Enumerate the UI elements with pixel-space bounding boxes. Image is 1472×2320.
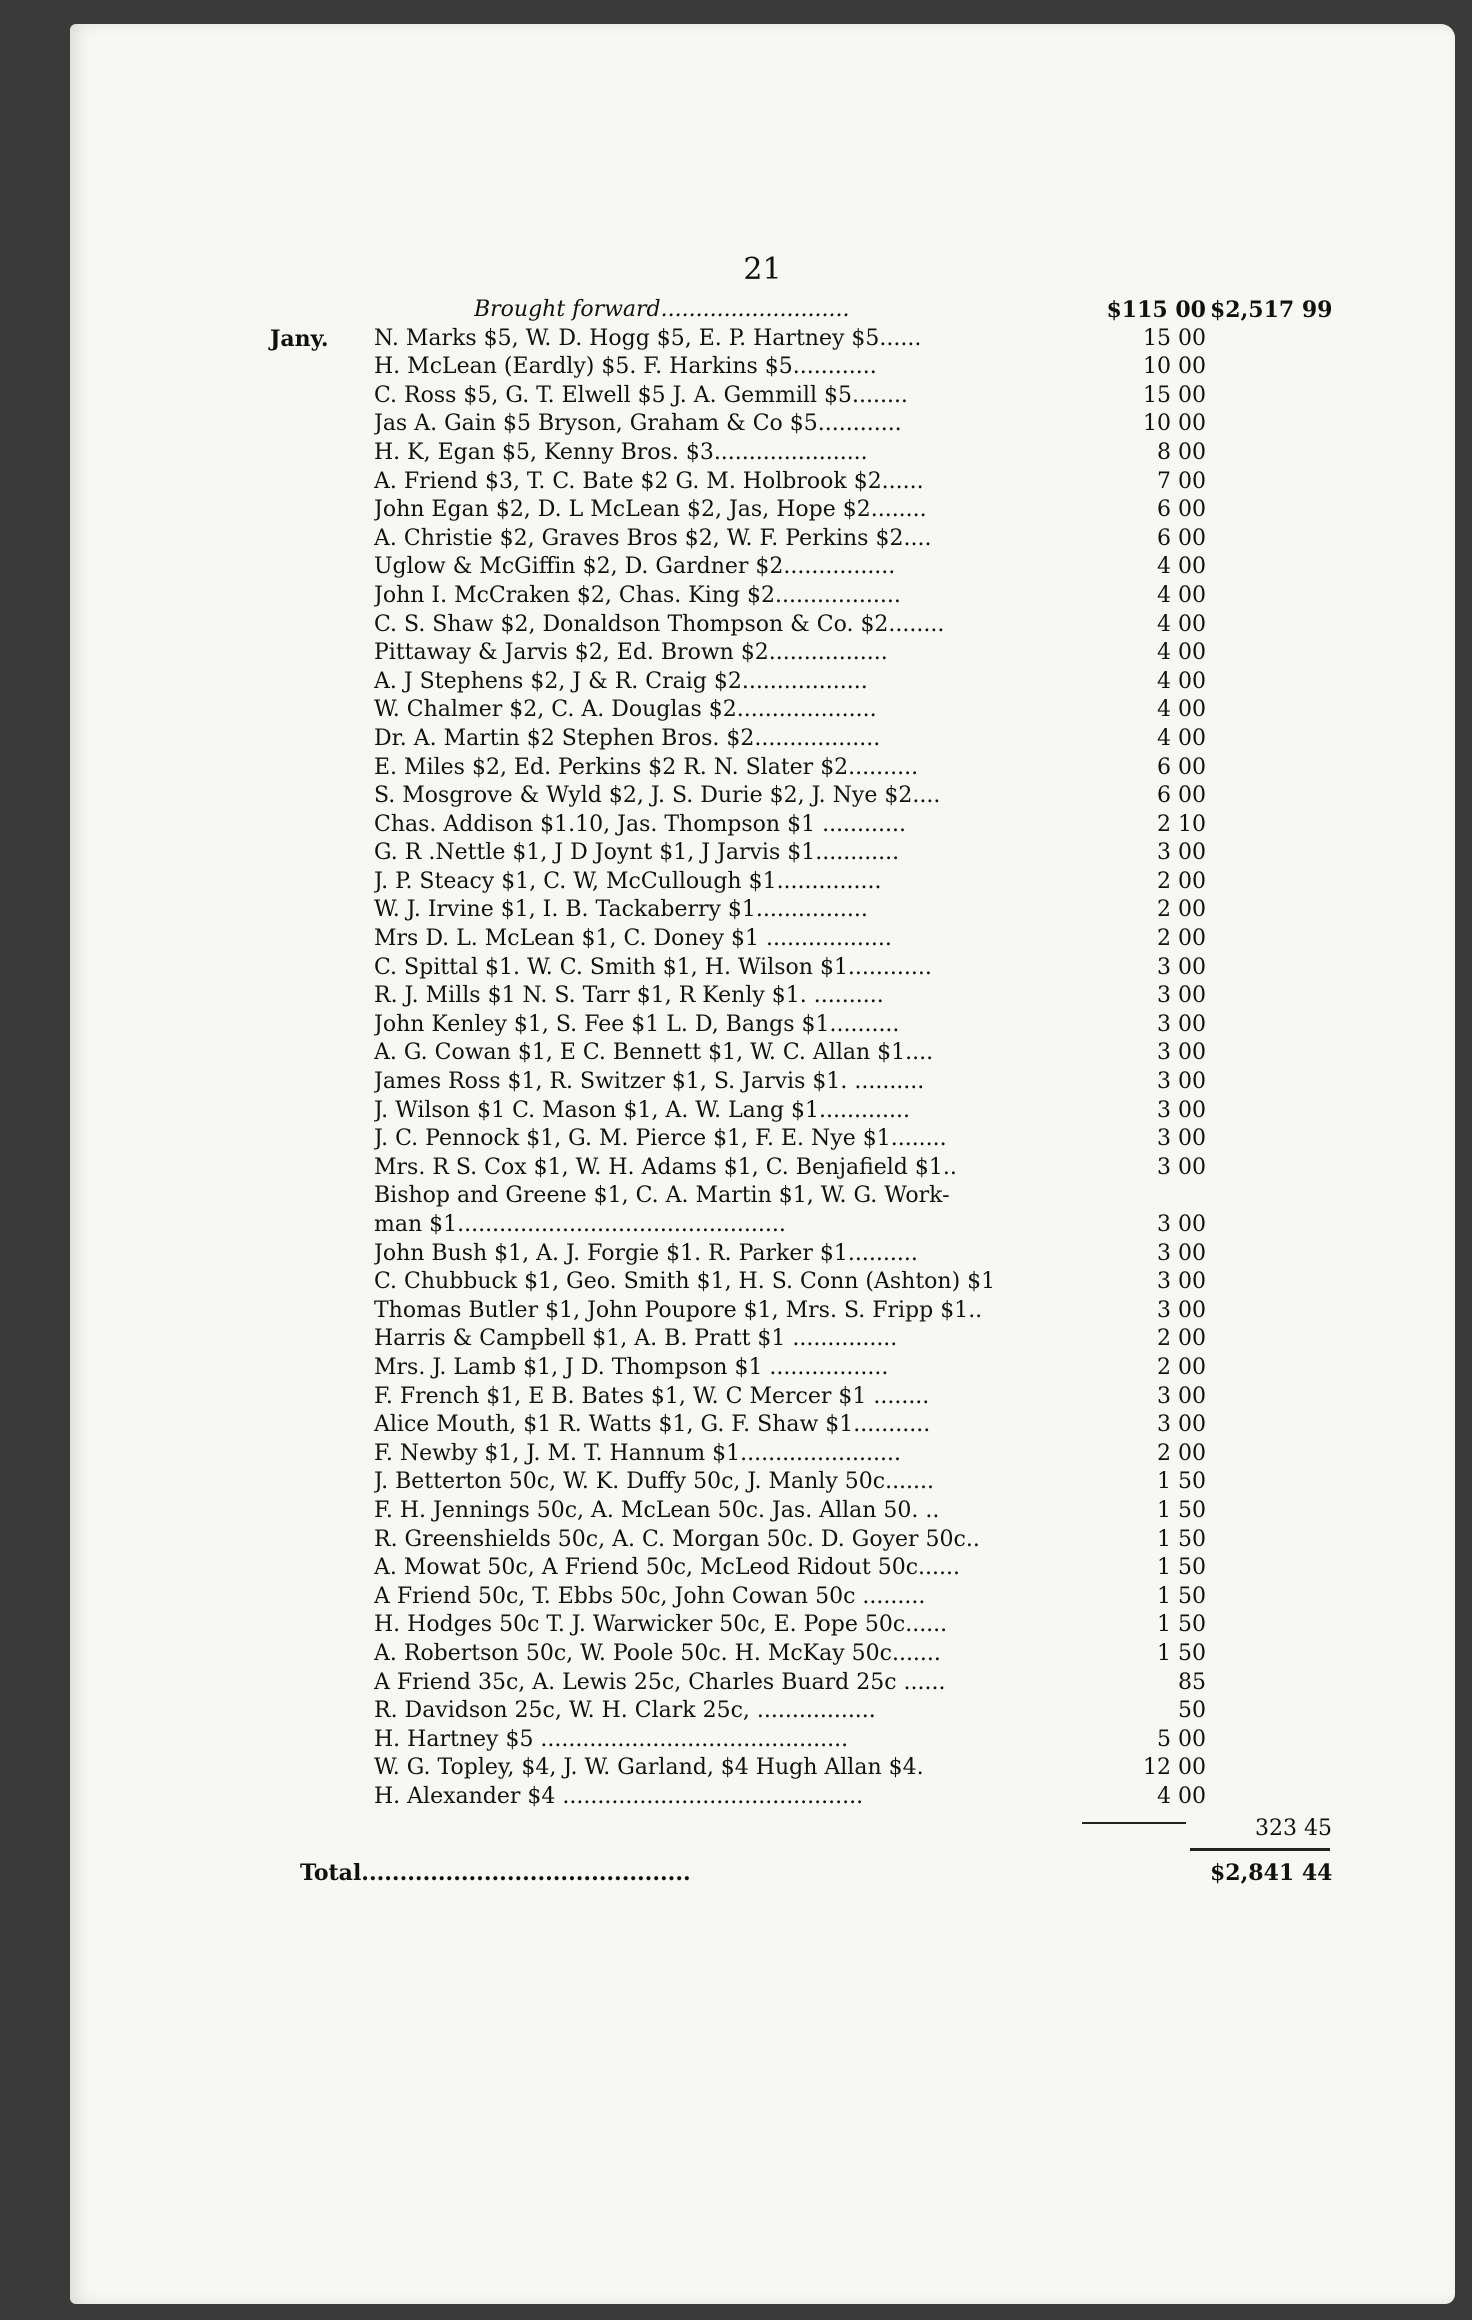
entry-description: F. H. Jennings 50c, A. McLean 50c. Jas. Allan 50. .. bbox=[374, 1497, 940, 1523]
entry-description: N. Marks $5, W. D. Hogg $5, E. P. Hartney $5...... bbox=[374, 325, 922, 351]
entry-description: John Egan $2, D. L McLean $2, Jas, Hope $2........ bbox=[374, 497, 927, 523]
total-label: Total........................................... bbox=[300, 1860, 691, 1887]
ledger-entry-row bbox=[270, 1298, 1330, 1327]
entry-description: Alice Mouth, $1 R. Watts $1, G. F. Shaw $1........... bbox=[374, 1412, 931, 1438]
entry-amount: 8 00 bbox=[1157, 439, 1206, 465]
ledger-entry-row bbox=[270, 583, 1330, 612]
entry-description: E. Miles $2, Ed. Perkins $2 R. N. Slater $2.......... bbox=[374, 754, 919, 780]
entry-amount: 4 00 bbox=[1157, 611, 1206, 637]
brought-forward-amount: $115 00 bbox=[1106, 297, 1206, 323]
ledger-entry-row bbox=[270, 554, 1330, 583]
entry-description: J. Betterton 50c, W. K. Duffy 50c, J. Manly 50c....... bbox=[374, 1469, 935, 1495]
entry-description: A Friend 50c, T. Ebbs 50c, John Cowan 50c ......... bbox=[374, 1583, 926, 1609]
ledger-entry-row bbox=[270, 1612, 1330, 1641]
ledger-entry-row bbox=[270, 955, 1330, 984]
entry-description: H. K, Egan $5, Kenny Bros. $3...................... bbox=[374, 439, 868, 465]
subtotal-amount: 323 45 bbox=[1255, 1816, 1332, 1842]
ledger-entry-row bbox=[270, 1155, 1330, 1184]
ledger-entry-row bbox=[270, 526, 1330, 555]
entry-description: H. Alexander $4 ........................................... bbox=[374, 1783, 864, 1809]
ledger-entry-row bbox=[270, 1498, 1330, 1527]
entry-description: James Ross $1, R. Switzer $1, S. Jarvis $1. .......... bbox=[374, 1069, 925, 1095]
ledger-entry-row bbox=[270, 1698, 1330, 1727]
entry-amount: 3 00 bbox=[1157, 1212, 1206, 1237]
ledger-entry-row bbox=[270, 1584, 1330, 1613]
ledger-entry-row bbox=[270, 840, 1330, 869]
ledger bbox=[270, 297, 1333, 1887]
ledger-entry-row bbox=[270, 1384, 1330, 1413]
entry-amount: 2 10 bbox=[1157, 811, 1206, 837]
ledger-entry-row bbox=[270, 726, 1330, 755]
entry-amount: 3 00 bbox=[1157, 1126, 1206, 1152]
ledger-entry-row bbox=[270, 497, 1330, 526]
entry-amount: 10 00 bbox=[1143, 411, 1206, 437]
entry-description: Bishop and Greene $1, C. A. Martin $1, W. G. Work- bbox=[374, 1183, 950, 1209]
entry-description: Harris & Campbell $1, A. B. Pratt $1 ............... bbox=[374, 1326, 898, 1352]
entry-amount: 3 00 bbox=[1157, 1269, 1206, 1295]
entry-amount: 1 50 bbox=[1157, 1555, 1206, 1581]
ledger-entry-row bbox=[270, 1755, 1330, 1784]
ledger-entry-row bbox=[270, 612, 1330, 641]
entry-description: W. G. Topley, $4, J. W. Garland, $4 Hugh Allan $4. bbox=[374, 1755, 924, 1781]
entry-amount: 2 00 bbox=[1157, 1326, 1206, 1352]
entry-amount: 3 00 bbox=[1157, 1097, 1206, 1123]
ledger-entry-row bbox=[270, 669, 1330, 698]
entry-description: man $1............................................... bbox=[374, 1212, 786, 1237]
ledger-entry-row bbox=[270, 1212, 1330, 1241]
brought-forward-label: Brought forward........................... bbox=[474, 297, 850, 322]
ledger-entry-row bbox=[270, 1641, 1330, 1670]
entry-amount: 2 00 bbox=[1157, 868, 1206, 894]
entry-amount: 4 00 bbox=[1157, 725, 1206, 751]
entry-amount: 3 00 bbox=[1157, 1297, 1206, 1323]
entry-description: Pittaway & Jarvis $2, Ed. Brown $2................. bbox=[374, 640, 888, 666]
ledger-entry-row bbox=[270, 1069, 1330, 1098]
entry-amount: 2 00 bbox=[1157, 926, 1206, 952]
entry-description: J. C. Pennock $1, G. M. Pierce $1, F. E. Nye $1........ bbox=[374, 1126, 947, 1152]
entry-amount: 15 00 bbox=[1143, 382, 1206, 408]
entry-amount: 1 50 bbox=[1157, 1469, 1206, 1495]
date-label: Jany. bbox=[270, 325, 329, 352]
ledger-entry-row bbox=[270, 1527, 1330, 1556]
entry-description: Thomas Butler $1, John Poupore $1, Mrs. S. Fripp $1.. bbox=[374, 1297, 983, 1323]
ledger-entry-row bbox=[270, 1670, 1330, 1699]
ledger-entry-row bbox=[270, 640, 1330, 669]
ledger-entry-row bbox=[270, 1012, 1330, 1041]
entry-amount: 2 00 bbox=[1157, 1354, 1206, 1380]
ledger-entry-row bbox=[270, 812, 1330, 841]
ledger-entry-row bbox=[270, 1269, 1330, 1298]
entry-description: A Friend 35c, A. Lewis 25c, Charles Buard 25c ...... bbox=[374, 1669, 946, 1695]
entry-amount: 1 50 bbox=[1157, 1497, 1206, 1523]
ledger-entry-row bbox=[270, 1469, 1330, 1498]
entry-description: H. Hodges 50c T. J. Warwicker 50c, E. Pope 50c...... bbox=[374, 1612, 948, 1638]
ledger-entry-row bbox=[270, 1355, 1330, 1384]
entry-description: A. Christie $2, Graves Bros $2, W. F. Perkins $2.... bbox=[374, 525, 932, 551]
ledger-entry-row bbox=[270, 1326, 1330, 1355]
entry-description: A. J Stephens $2, J & R. Craig $2.................. bbox=[374, 668, 868, 694]
entry-amount: 2 00 bbox=[1157, 897, 1206, 923]
entry-amount: 4 00 bbox=[1157, 1783, 1206, 1809]
ledger-entry-row bbox=[270, 869, 1330, 898]
ledger-entry-row bbox=[270, 383, 1330, 412]
entry-description: R. Greenshields 50c, A. C. Morgan 50c. D. Goyer 50c.. bbox=[374, 1526, 980, 1552]
entry-description: Mrs. R S. Cox $1, W. H. Adams $1, C. Benjafield $1.. bbox=[374, 1154, 957, 1180]
ledger-entry-row bbox=[270, 411, 1330, 440]
subtotal-row bbox=[270, 1812, 1330, 1846]
entry-list bbox=[270, 326, 1330, 1813]
total-row bbox=[270, 1846, 1333, 1887]
entry-description: C. Chubbuck $1, Geo. Smith $1, H. S. Conn (Ashton) $1 bbox=[374, 1269, 996, 1295]
entry-amount: 7 00 bbox=[1157, 468, 1206, 494]
entry-description: A. Friend $3, T. C. Bate $2 G. M. Holbrook $2...... bbox=[374, 468, 924, 494]
brought-forward-running-total: $2,517 99 bbox=[1210, 297, 1333, 323]
entry-description: Mrs. J. Lamb $1, J D. Thompson $1 ................. bbox=[374, 1354, 889, 1380]
entry-description: C. Ross $5, G. T. Elwell $5 J. A. Gemmill $5........ bbox=[374, 382, 908, 408]
ledger-entry-row bbox=[270, 1555, 1330, 1584]
entry-amount: 3 00 bbox=[1157, 1040, 1206, 1066]
entry-amount: 1 50 bbox=[1157, 1583, 1206, 1609]
entry-description: A. Robertson 50c, W. Poole 50c. H. McKay 50c....... bbox=[374, 1640, 941, 1666]
entry-amount: 6 00 bbox=[1157, 525, 1206, 551]
entry-amount: 12 00 bbox=[1143, 1755, 1206, 1781]
entry-description: John I. McCraken $2, Chas. King $2.................. bbox=[374, 582, 901, 608]
entry-amount: 3 00 bbox=[1157, 1154, 1206, 1180]
entry-description: A. Mowat 50c, A Friend 50c, McLeod Ridout 50c...... bbox=[374, 1555, 960, 1581]
subtotal-rule bbox=[1082, 1822, 1186, 1824]
entry-amount: 2 00 bbox=[1157, 1440, 1206, 1466]
total-amount: $2,841 44 bbox=[1210, 1860, 1333, 1887]
entry-amount: 3 00 bbox=[1157, 1069, 1206, 1095]
entry-amount: 5 00 bbox=[1157, 1726, 1206, 1752]
entry-description: H. McLean (Eardly) $5. F. Harkins $5............ bbox=[374, 354, 877, 380]
entry-amount: 6 00 bbox=[1157, 497, 1206, 523]
entry-description: John Kenley $1, S. Fee $1 L. D, Bangs $1.......... bbox=[374, 1011, 900, 1037]
ledger-entry-row bbox=[270, 1727, 1330, 1756]
ledger-entry-row bbox=[270, 1784, 1330, 1813]
entry-description: A. G. Cowan $1, E C. Bennett $1, W. C. Allan $1.... bbox=[374, 1040, 934, 1066]
entry-description: John Bush $1, A. J. Forgie $1. R. Parker $1.......... bbox=[374, 1240, 918, 1266]
ledger-entry-row bbox=[270, 326, 1330, 355]
entry-amount: 15 00 bbox=[1143, 325, 1206, 351]
entry-description: Uglow & McGiffin $2, D. Gardner $2................ bbox=[374, 554, 896, 580]
entry-amount: 85 bbox=[1178, 1669, 1206, 1695]
entry-amount: 3 00 bbox=[1157, 1412, 1206, 1438]
entry-description: F. Newby $1, J. M. T. Hannum $1....................... bbox=[374, 1440, 901, 1466]
entry-description: G. R .Nettle $1, J D Joynt $1, J Jarvis $1............ bbox=[374, 840, 900, 866]
entry-description: R. Davidson 25c, W. H. Clark 25c, ................. bbox=[374, 1698, 876, 1724]
ledger-entry-row bbox=[270, 1126, 1330, 1155]
entry-amount: 3 00 bbox=[1157, 840, 1206, 866]
ledger-entry-row bbox=[270, 783, 1330, 812]
entry-amount: 3 00 bbox=[1157, 1011, 1206, 1037]
ledger-entry-row bbox=[270, 354, 1330, 383]
entry-amount: 1 50 bbox=[1157, 1640, 1206, 1666]
entry-amount: 4 00 bbox=[1157, 697, 1206, 723]
page-number: 21 bbox=[743, 252, 782, 287]
entry-description: Chas. Addison $1.10, Jas. Thompson $1 ............ bbox=[374, 811, 906, 837]
ledger-entry-row bbox=[270, 1183, 1330, 1212]
entry-amount: 6 00 bbox=[1157, 783, 1206, 809]
entry-amount: 3 00 bbox=[1157, 1383, 1206, 1409]
ledger-entry-row bbox=[270, 897, 1330, 926]
entry-amount: 3 00 bbox=[1157, 983, 1206, 1009]
entry-description: Dr. A. Martin $2 Stephen Bros. $2.................. bbox=[374, 725, 881, 751]
entry-description: F. French $1, E B. Bates $1, W. C Mercer $1 ........ bbox=[374, 1383, 930, 1409]
entry-description: Mrs D. L. McLean $1, C. Doney $1 .................. bbox=[374, 926, 892, 952]
entry-description: Jas A. Gain $5 Bryson, Graham & Co $5............ bbox=[374, 411, 902, 437]
ledger-entry-row bbox=[270, 1412, 1330, 1441]
brought-forward-row bbox=[270, 297, 1333, 326]
entry-amount: 1 50 bbox=[1157, 1612, 1206, 1638]
ledger-entry-row bbox=[270, 1241, 1330, 1270]
ledger-entry-row bbox=[270, 440, 1330, 469]
entry-amount: 3 00 bbox=[1157, 954, 1206, 980]
ledger-entry-row bbox=[270, 983, 1330, 1012]
entry-amount: 1 50 bbox=[1157, 1526, 1206, 1552]
entry-description: H. Hartney $5 ............................................ bbox=[374, 1726, 849, 1752]
entry-description: R. J. Mills $1 N. S. Tarr $1, R Kenly $1. .......... bbox=[374, 983, 884, 1009]
entry-amount: 50 bbox=[1178, 1698, 1206, 1724]
entry-amount: 3 00 bbox=[1157, 1240, 1206, 1266]
ledger-entry-row bbox=[270, 1441, 1330, 1470]
entry-description: S. Mosgrove & Wyld $2, J. S. Durie $2, J. Nye $2.... bbox=[374, 783, 941, 809]
entry-amount: 6 00 bbox=[1157, 754, 1206, 780]
entry-description: W. Chalmer $2, C. A. Douglas $2.................... bbox=[374, 697, 877, 723]
entry-amount: 4 00 bbox=[1157, 668, 1206, 694]
entry-amount: 4 00 bbox=[1157, 582, 1206, 608]
ledger-entry-row bbox=[270, 469, 1330, 498]
entry-description: J. P. Steacy $1, C. W, McCullough $1............... bbox=[374, 868, 882, 894]
entry-amount: 4 00 bbox=[1157, 640, 1206, 666]
ledger-entry-row bbox=[270, 755, 1330, 784]
entry-description: C. Spittal $1. W. C. Smith $1, H. Wilson $1............ bbox=[374, 954, 932, 980]
entry-description: J. Wilson $1 C. Mason $1, A. W. Lang $1............. bbox=[374, 1097, 910, 1123]
total-rule bbox=[1190, 1848, 1330, 1851]
ledger-entry-row bbox=[270, 697, 1330, 726]
entry-amount: 4 00 bbox=[1157, 554, 1206, 580]
entry-amount: 10 00 bbox=[1143, 354, 1206, 380]
ledger-entry-row bbox=[270, 1098, 1330, 1127]
ledger-entry-row bbox=[270, 1040, 1330, 1069]
ledger-entry-row bbox=[270, 926, 1330, 955]
entry-description: W. J. Irvine $1, I. B. Tackaberry $1................ bbox=[374, 897, 868, 923]
entry-description: C. S. Shaw $2, Donaldson Thompson & Co. $2........ bbox=[374, 611, 945, 637]
